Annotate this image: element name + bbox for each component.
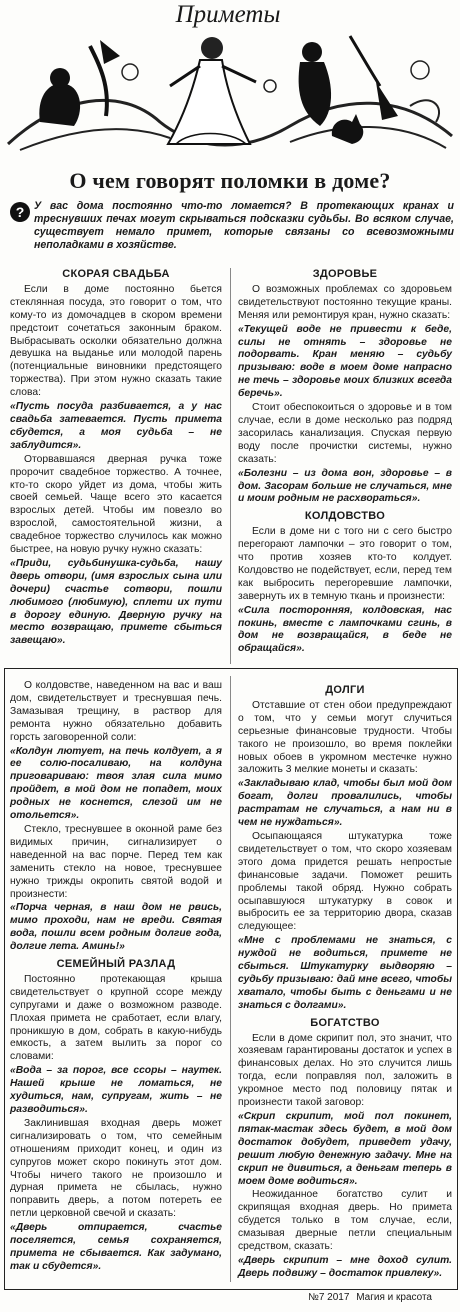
paragraph: Оторвавшаяся дверная ручка тоже пророчит свадебное торжество. А точнее, кто-то скоро уйдет из дома, чтобы жить своей семьей. Чаще всего это касается взрослых детей. Чтобы им повезло во взрослой, самостоятельной жизни, а свадебное торжество случилось как можно быстрее, на новую ручку нужно сказать: bbox=[10, 453, 222, 556]
section-title: Приметы bbox=[175, 1, 281, 28]
heading-health: ЗДОРОВЬЕ bbox=[312, 268, 378, 280]
spell-text: «Мне с проблемами не знаться, с нуждой не водиться, примете не сбыться. Штукатурку выдворяю – судьбу призываю: дай мне всего, чтобы хватало, чтобы быть с деньгами и не знаться с долгами». bbox=[238, 935, 452, 1011]
paragraph: О возможных проблемах со здоровьем свидетельствуют постоянно текущие краны. Меняя или ремонтируя кран, нужно сказать: bbox=[238, 283, 452, 321]
column-divider bbox=[230, 268, 231, 664]
headline: О чем говорят поломки в доме? bbox=[69, 168, 391, 193]
column-money bbox=[238, 680, 452, 1282]
heading-wealth: БОГАТСТВО bbox=[310, 1016, 380, 1029]
paragraph: Заклинившая входная дверь может сигнализировать о том, что семейным отношениям приходит конец, и один из супругов может скоро покинуть этот дом. Чтобы ничего такого не произошло и дурная примета не сбылась, нужно поправить дверь, а потом потереть ее петли церковной свечой и сказать: bbox=[10, 1117, 222, 1220]
folk-illustration bbox=[0, 26, 460, 160]
spell-text: «Дверь скрипит – мне доход сулит. Дверь подвижу – достаток привлеку». bbox=[238, 1254, 452, 1279]
heading-witchcraft: КОЛДОВСТВО bbox=[304, 510, 386, 523]
spell-text: «Скрип скрипит, мой пол покинет, пятак-мастак здесь будет, в мой дом достаток добудет, приведет удачу, решит любую денежную задачу. Мне на скрип не дивиться, а деньгам теперь в моем доме водиться». bbox=[238, 1111, 452, 1187]
spell-text: «Колдун лютует, на печь колдует, а я ее солю-посаливаю, на колдуна приговариваю: твоя злая сила мимо пройдет, в мой дом не попадет, моих родных не коснется, слезой им не отольется». bbox=[10, 745, 222, 822]
footer bbox=[304, 1292, 432, 1303]
paragraph: Отставшие от стен обои предупреждают о том, что у семьи могут случиться серьезные финансовые трудности. Чтобы такого не произошло, во время поклейки новых обоев в укромном местечке нужно заложить 3 мелкие монеты и сказать: bbox=[238, 699, 452, 776]
heading-debts: ДОЛГИ bbox=[325, 684, 365, 696]
magazine-name: Магия и красота bbox=[356, 1292, 432, 1303]
paragraph: Осыпающаяся штукатурка тоже свидетельствует о том, что скоро хозяевам этого дома придется решать непростые финансовые задачи. Поможет решить проблемы такой обряд. Нужно собрать осыпавшуюся штукатурку в совок и выбросить ее за территорию двора, сказав следующее: bbox=[238, 830, 452, 933]
issue-number: №7 2017 bbox=[308, 1292, 350, 1303]
column-wedding bbox=[10, 264, 222, 649]
paragraph: Если в доме скрипит пол, это значит, что хозяевам гарантированы достаток и успех в финансовых делах. Но это случится лишь тогда, если поправляя пол, заложить в укромное место под половицу пятак и произнести такой заговор: bbox=[238, 1032, 452, 1109]
paragraph: О колдовстве, наведенном на вас и ваш дом, свидетельствует и треснувшая печь. Замазывая трещину, в раствор для ремонта нужно обязательно добавить горсть заговоренной соли: bbox=[10, 680, 222, 743]
spell-text: «Приди, судьбинушка-судьба, нашу дверь отвори, (имя взрослых сына или дочери) счастье сотвори, пошли любимого (любимую), сплети их пути в дорогу единую. Дверную ручку на место возвращаю, примете сбыться завещаю». bbox=[10, 557, 222, 647]
header bbox=[0, 0, 460, 160]
paragraph: Неожиданное богатство сулит и скрипящая входная дверь. Но примета сбудется только в том случае, если, смазывая дверные петли специальным средством, сказать: bbox=[238, 1189, 452, 1253]
spell-text: «Пусть посуда разбивается, а у нас свадьба затевается. Пусть примета сбудется, а моя судьба – не заблудится». bbox=[10, 401, 222, 451]
column-divider bbox=[230, 676, 231, 1282]
paragraph: Стекло, треснувшее в оконной раме без видимых причин, сигнализирует о наведенной на вас порче. Перед тем как заменить стекло на новое, треснувшее нужно трижды окропить святой водой и произнести: bbox=[10, 823, 222, 900]
spell-text: «Вода – за порог, все ссоры – наутек. Нашей крыше не ломаться, не худиться, нам, супругам, жить – не разводиться». bbox=[10, 1065, 222, 1115]
spell-text: «Текущей воде не привести к беде, силы не отнять – здоровье не подорвать. Кран меняю – судьбу призываю: воде в моем доме напрасно не течь – здоровье моих близких всегда беречь». bbox=[238, 323, 452, 400]
spell-text: «Болезни – из дома вон, здоровье – в дом. Засорам больше не случаться, мне и моим родным не расхвораться». bbox=[238, 467, 452, 505]
column-family bbox=[10, 680, 222, 1275]
paragraph: Стоит обеспокоиться о здоровье и в том случае, если в доме несколько раз подряд засорилась канализация. Спуская первую воду после прочистки системы, нужно сказать: bbox=[238, 402, 452, 465]
lead-text: У вас дома постоянно что-то ломается? В протекающих кранах и треснувших печах могут скрываться подсказки судьбы. Во всяком случае, существует немало примет, которые связаны со всевозможными неполадками в хозяйстве. bbox=[34, 200, 454, 251]
spell-text: «Сила посторонняя, колдовская, нас покинь, вместе с лампочками сгинь, в дом не возвращайся, в беде не обращайся». bbox=[238, 604, 452, 655]
heading-family-discord: СЕМЕЙНЫЙ РАЗЛАД bbox=[56, 958, 176, 971]
spell-text: «Порча черная, в наш дом не рвись, мимо проходи, нам не вреди. Святая вода, пошли всем родным долгие года, долгие лета. Аминь!» bbox=[10, 902, 222, 953]
lead-paragraph bbox=[6, 200, 454, 262]
question-icon: ? bbox=[10, 202, 30, 222]
spell-text: «Закладываю клад, чтобы был мой дом богат, долги провалились, чтобы растратам не случаться, а нам ни в чем не нуждаться». bbox=[238, 778, 452, 829]
spell-text: «Дверь отпирается, счастье поселяется, семья сохраняется, примета не сбывается. Как задумано, так и сбудется». bbox=[10, 1222, 222, 1272]
column-health bbox=[238, 264, 452, 657]
paragraph: Если в доме постоянно бьется стеклянная посуда, это говорит о том, что кому-то из домочадцев в скором времени предстоит сочетаться законным браком. Выбрасывать осколки обязательно должна девушка на выданье или молодой парень (потенциальные виновники предстоящего торжества). При этом нужно сказать такие слова: bbox=[10, 283, 222, 399]
heading-wedding: СКОРАЯ СВАДЬБА bbox=[62, 268, 170, 280]
paragraph: Постоянно протекающая крыша свидетельствует о крупной ссоре между супругами и даже о возможном разводе. Плохая примета не сработает, если влагу, проникшую в дом, собрать в какую-нибудь емкость, а затем вылить за порог со словами: bbox=[10, 973, 222, 1063]
paragraph: Если в доме ни с того ни с сего быстро перегорают лампочки – это говорит о том, что против хозяев кто-то колдует. Колдовство не подействует, если, перед тем как выбросить перегоревшие лампочки, завернуть их в темную ткань и произнести: bbox=[238, 526, 452, 602]
